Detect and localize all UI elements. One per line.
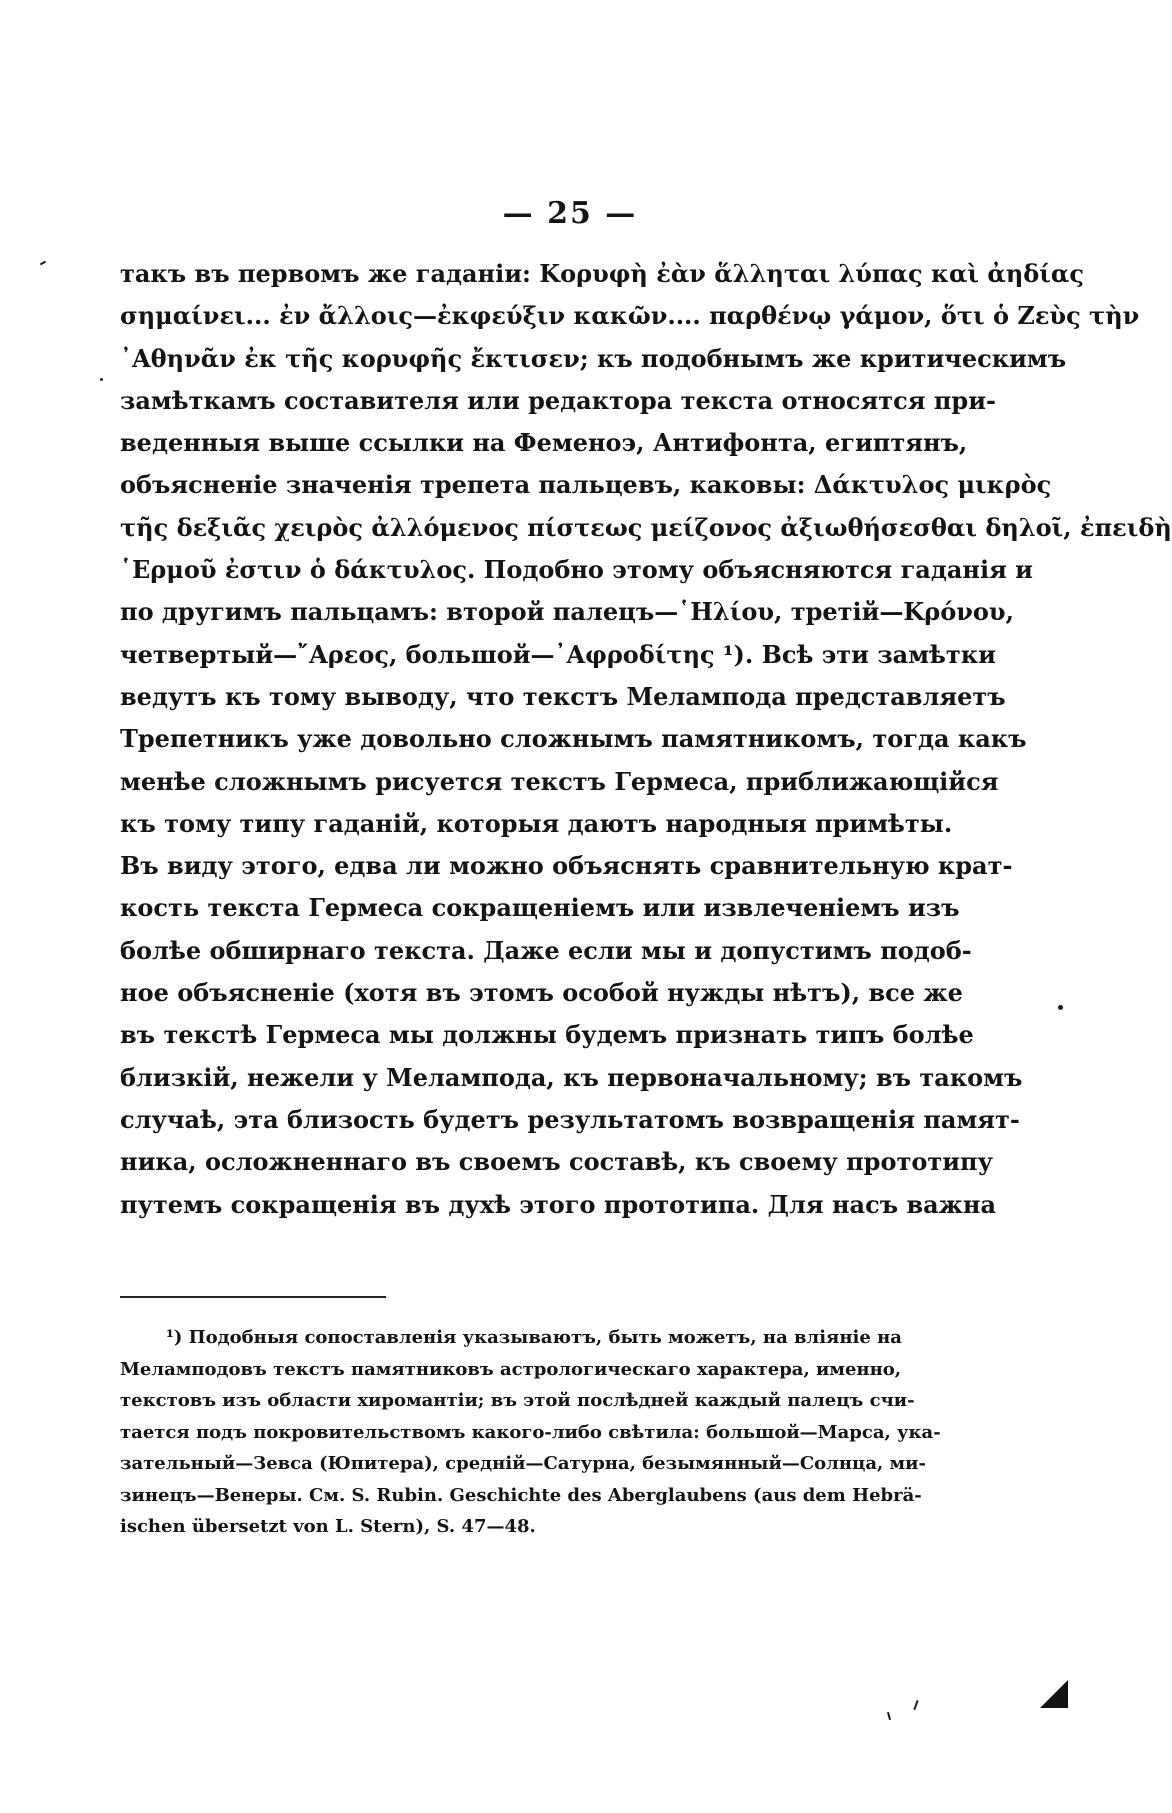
text-line: менѣе сложнымъ рисуется текстъ Гермеса, приближающійся bbox=[120, 766, 999, 796]
footnote-line: Меламподовъ текстъ памятниковъ астрологическаго характера, именно, bbox=[120, 1358, 902, 1380]
footnote-line: зательный—Зевса (Юпитера), средній—Сатурна, безымянный—Солнца, ми- bbox=[120, 1453, 926, 1474]
text-line: объясненіе значенія трепета пальцевъ, каковы: Δάκτυλος μικρὸς bbox=[120, 470, 1052, 500]
footnote-line: текстовъ изъ области хиромантіи; въ этой послѣдней каждый палецъ счи- bbox=[120, 1390, 915, 1411]
text-line: τῆς δεξιᾶς χειρὸς ἀλλόμενος πίστεως μείζονος ἀξιωθήσεσθαι δηλοῖ, ἐπειδὴ bbox=[120, 512, 1172, 542]
footnote-line: ischen übersetzt von L. Stern), S. 47—48. bbox=[120, 1516, 536, 1537]
scan-mark bbox=[1058, 1005, 1063, 1010]
text-line: кость текста Гермеса сокращеніемъ или извлеченіемъ изъ bbox=[120, 893, 960, 923]
text-line: ника, осложненнаго въ своемъ составѣ, къ своему прототипу bbox=[120, 1147, 993, 1177]
text-line: Въ виду этого, едва ли можно объяснять сравнительную крат- bbox=[120, 851, 1013, 881]
footnote-line: тается подъ покровительствомъ какого-либо свѣтила: большой—Марса, ука- bbox=[120, 1421, 941, 1443]
scan-mark bbox=[100, 378, 103, 381]
text-line: случаѣ, эта близость будетъ результатомъ возвращенія памят- bbox=[120, 1104, 1020, 1134]
text-line: болѣе обширнаго текста. Даже если мы и допустимъ подоб- bbox=[120, 935, 972, 965]
text-line: такъ въ первомъ же гаданіи: Κορυφὴ ἐὰν ἅλληται λύπας καὶ ἀηδίας bbox=[120, 259, 1084, 288]
text-line: путемъ сокращенія въ духѣ этого прототипа. Для насъ важна bbox=[120, 1189, 997, 1219]
text-line: ведутъ къ тому выводу, что текстъ Мелампода представляетъ bbox=[120, 681, 1006, 711]
footnote-divider bbox=[120, 1296, 386, 1298]
page-number: — 25 — bbox=[502, 196, 638, 231]
text-line: ᾿Αθηνᾶν ἐκ τῆς κορυφῆς ἔκτισεν; къ подобнымъ же критическимъ bbox=[120, 343, 1067, 373]
text-line: замѣткамъ составителя или редактора текста относятся при- bbox=[120, 385, 996, 415]
text-line: Трепетникъ уже довольно сложнымъ памятникомъ, тогда какъ bbox=[120, 724, 1027, 754]
scan-mark bbox=[913, 1700, 918, 1710]
scan-mark bbox=[887, 1712, 891, 1720]
scan-corner-mark bbox=[1040, 1680, 1068, 1708]
text-line: ῾Ερμοῦ ἐστιν ὁ δάκτυλος. Подобно этому объясняются гаданія и bbox=[120, 555, 1033, 585]
body-text bbox=[120, 253, 1172, 1226]
text-line: по другимъ пальцамъ: второй палецъ—῾Ηλίου, третій—Κρόνου, bbox=[120, 597, 1014, 627]
footnote bbox=[120, 1322, 941, 1543]
scan-mark bbox=[40, 261, 46, 266]
text-line: четвертый—῎Αρεος, большой—᾿Αφροδίτης ¹). Всѣ эти замѣтки bbox=[120, 639, 996, 669]
footnote-line: зинецъ—Венеры. См. S. Rubin. Geschichte des Aberglaubens (aus dem Hebrä- bbox=[120, 1484, 922, 1506]
footnote-line: ¹) Подобныя сопоставленія указываютъ, быть можетъ, на вліяніе на bbox=[166, 1327, 902, 1348]
text-line: ное объясненіе (хотя въ этомъ особой нужды нѣтъ), все же bbox=[120, 978, 963, 1008]
text-line: близкій, нежели у Мелампода, къ первоначальному; въ такомъ bbox=[120, 1062, 1023, 1092]
text-line: къ тому типу гаданій, которыя даютъ народныя примѣты. bbox=[120, 808, 953, 838]
text-line: въ текстѣ Гермеса мы должны будемъ признать типъ болѣе bbox=[120, 1020, 974, 1050]
text-line: веденныя выше ссылки на Феменоэ, Антифонта, египтянъ, bbox=[120, 428, 968, 458]
text-line: σημαίνει... ἐν ἄλλοις—ἐκφεύξιν κακῶν.... παρθένῳ γάμον, ὅτι ὁ Ζεὺς τὴν bbox=[120, 301, 1140, 331]
